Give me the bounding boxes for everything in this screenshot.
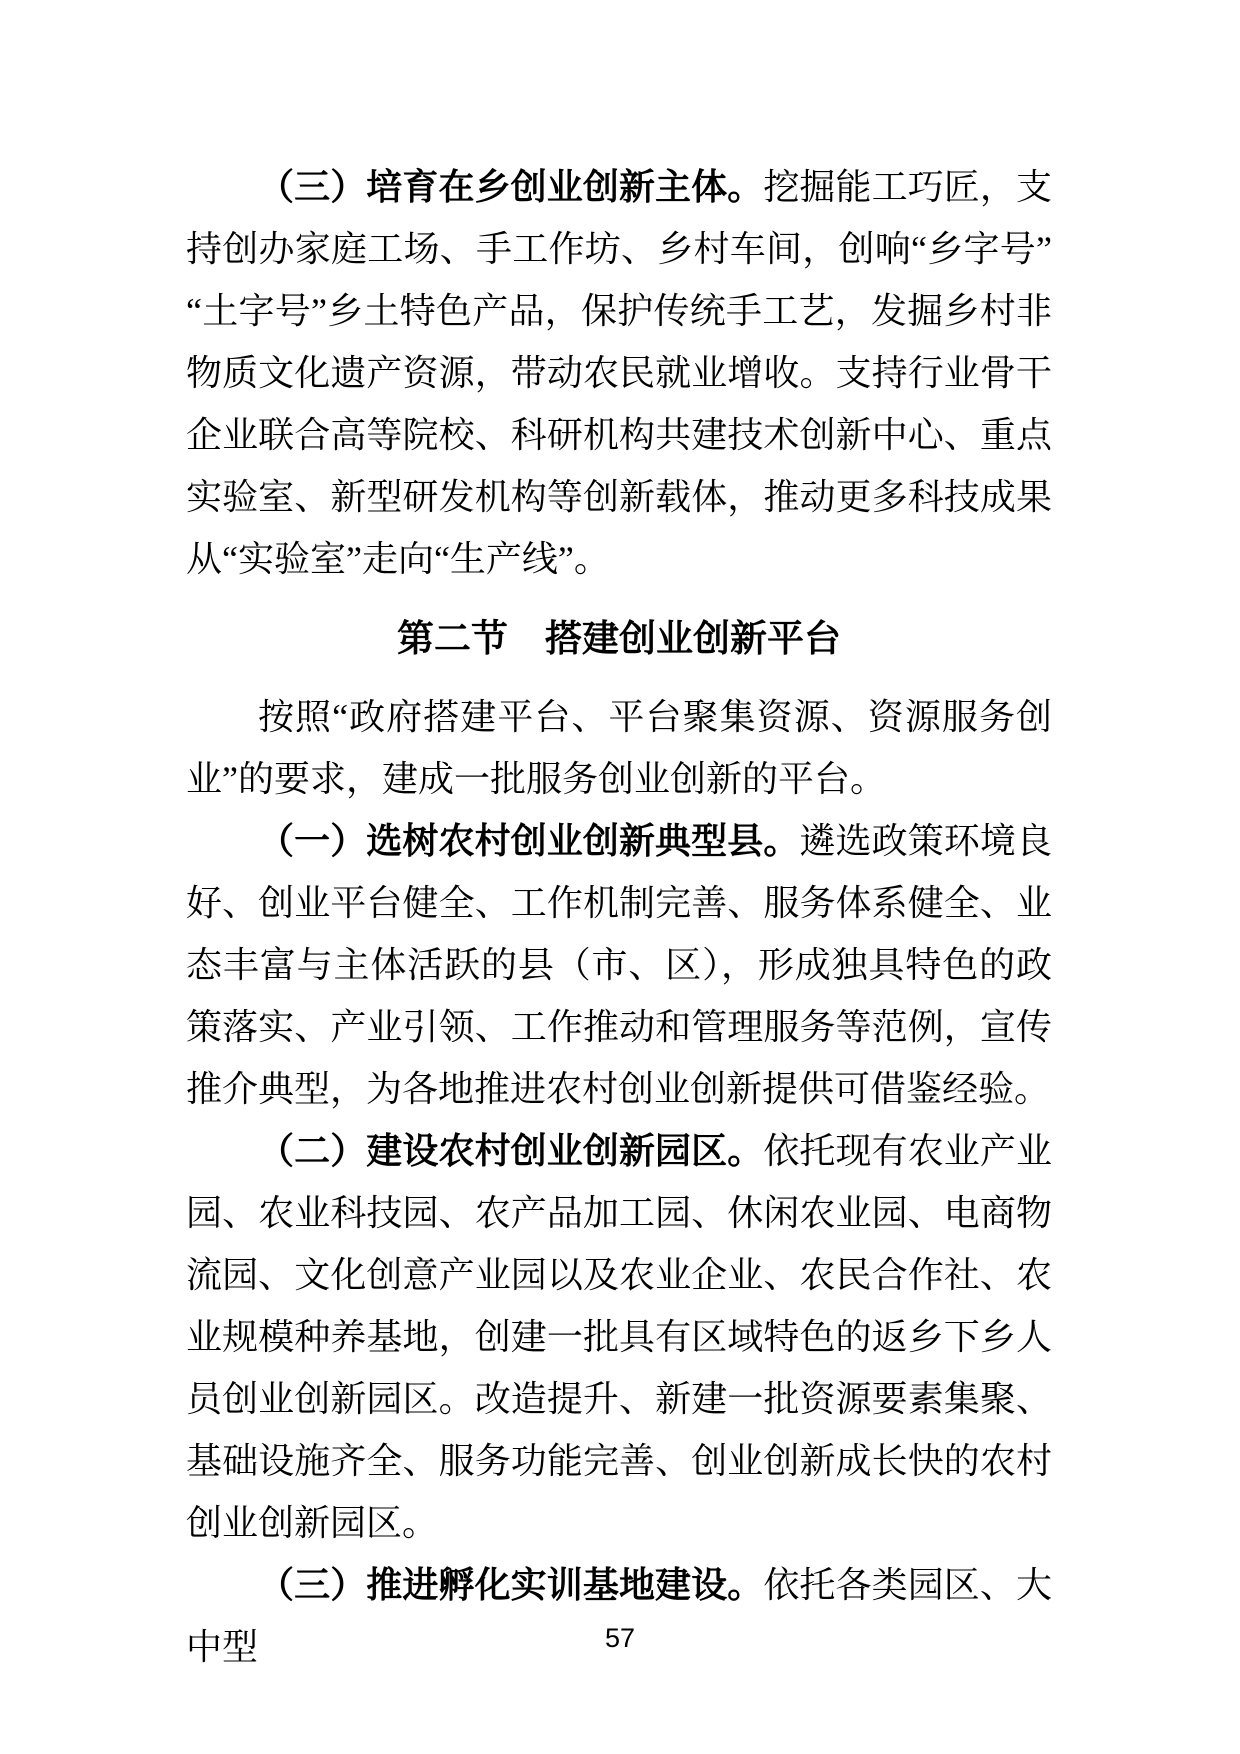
paragraph-text: 依托各类园区、大中型: [186, 1565, 1052, 1667]
paragraph-lead: （一）选树农村创业创新典型县。: [258, 821, 800, 861]
paragraph: [186, 1554, 1052, 1678]
paragraph-text: 依托现有农业产业园、农业科技园、农产品加工园、休闲农业园、电商物流园、文化创意产业园以及农业企业、农民合作社、农业规模种养基地，创建一批具有区域特色的返乡下乡人员创业创新园区。改造提升、新建一批资源要素集聚、基础设施齐全、服务功能完善、创业创新成长快的农村创业创新园区。: [186, 1131, 1052, 1543]
paragraph-lead: （二）建设农村创业创新园区。: [258, 1131, 764, 1171]
paragraph: [186, 810, 1052, 1120]
paragraph-text: 遴选政策环境良好、创业平台健全、工作机制完善、服务体系健全、业态丰富与主体活跃的县（市、区），形成独具特色的政策落实、产业引领、工作推动和管理服务等范例，宣传推介典型，为各地推进农村创业创新提供可借鉴经验。: [186, 821, 1052, 1109]
paragraph: [186, 686, 1052, 810]
paragraph-lead: （三）培育在乡创业创新主体。: [258, 167, 764, 207]
paragraph-text: 挖掘能工巧匠，支持创办家庭工场、手工作坊、乡村车间，创响“乡字号”“土字号”乡土特色产品，保护传统手工艺，发掘乡村非物质文化遗产资源，带动农民就业增收。支持行业骨干企业联合高等院校、科研机构共建技术创新中心、重点实验室、新型研发机构等创新载体，推动更多科技成果从“实验室”走向“生产线”。: [186, 167, 1052, 579]
document-content: [186, 156, 1052, 1678]
paragraph: [186, 156, 1052, 590]
paragraph-text: 按照“政府搭建平台、平台聚集资源、资源服务创业”的要求，建成一批服务创业创新的平台。: [186, 697, 1052, 799]
section-heading: 第二节 搭建创业创新平台: [397, 619, 841, 660]
paragraph: [186, 1120, 1052, 1554]
page-number: 57: [604, 1623, 636, 1653]
paragraph-lead: （三）推进孵化实训基地建设。: [258, 1565, 764, 1605]
